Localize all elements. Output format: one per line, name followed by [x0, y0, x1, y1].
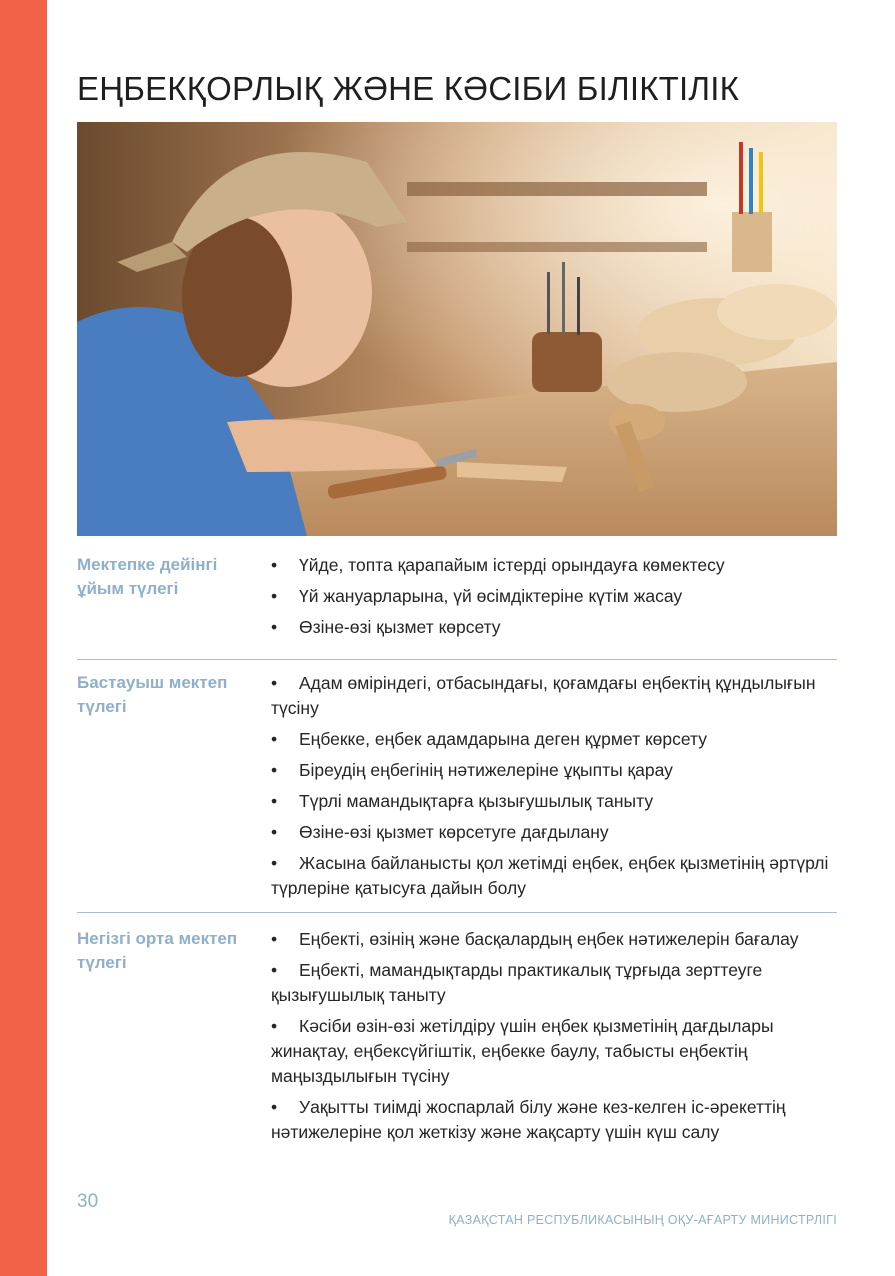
list-item: • Өзіне-өзі қызмет көрсетуге дағдылану [271, 822, 609, 842]
side-accent-bar [0, 0, 47, 1276]
photo-child-woodcarving [77, 122, 837, 536]
page-number: 30 [77, 1191, 99, 1212]
section-label-basic-secondary: Негізгі орта мектеп түлегі [77, 929, 238, 972]
bullet-list-basic-secondary [271, 927, 837, 1151]
list-item: • Еңбекті, мамандықтарды практикалық тұрғыда зерттеуге қызығушылық таныту [271, 960, 763, 1005]
list-item: • Еңбекке, еңбек адамдарына деген құрмет көрсету [271, 729, 707, 749]
list-item: • Үй жануарларына, үй өсімдіктеріне күтім жасау [271, 586, 683, 606]
list-item: • Еңбекті, өзінің және басқалардың еңбек нәтижелерін бағалау [271, 929, 799, 949]
photo-illustration [77, 122, 837, 536]
bullet-list-preschool [271, 553, 837, 646]
bullet-list-primary [271, 671, 837, 907]
list-item: • Жасына байланысты қол жетімді еңбек, еңбек қызметінің әртүрлі түрлеріне қатысуға дайын болу [271, 853, 829, 898]
divider [77, 912, 837, 913]
section-label-preschool: Мектепке дейінгі ұйым түлегі [77, 555, 218, 598]
divider [77, 659, 837, 660]
list-item: • Үйде, топта қарапайым істерді орындауға көмектесу [271, 555, 725, 575]
list-item: • Адам өміріндегі, отбасындағы, қоғамдағы еңбектің құндылығын түсіну [271, 673, 816, 718]
footer-ministry: ҚАЗАҚСТАН РЕСПУБЛИКАСЫНЫҢ ОҚУ-АҒАРТУ МИНИСТРЛІГІ [448, 1213, 837, 1227]
list-item: • Біреудің еңбегінің нәтижелеріне ұқыпты қарау [271, 760, 673, 780]
list-item: • Түрлі мамандықтарға қызығушылық таныту [271, 791, 654, 811]
list-item: • Уақытты тиімді жоспарлай білу және кез-келген іс-әрекеттің нәтижелеріне қол жеткізу және жақсарту үшін күш салу [271, 1097, 786, 1142]
section-label-primary: Бастауыш мектеп түлегі [77, 673, 228, 716]
list-item: • Кәсіби өзін-өзі жетілдіру үшін еңбек қызметінің дағдылары жинақтау, еңбексүйгіштік, еңбекке баулу, табысты еңбектің маңыздылығын түсіну [271, 1016, 774, 1086]
page-title: ЕҢБЕКҚОРЛЫҚ ЖӘНЕ КӘСІБИ БІЛІКТІЛІК [77, 70, 739, 107]
list-item: • Өзіне-өзі қызмет көрсету [271, 617, 501, 637]
